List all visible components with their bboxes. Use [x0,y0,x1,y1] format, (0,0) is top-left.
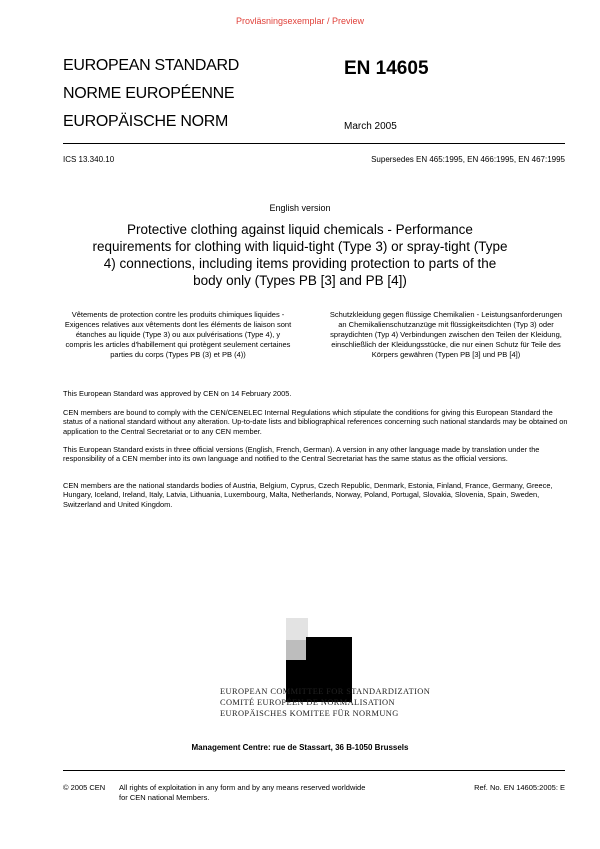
version-label: English version [269,203,331,213]
title-norme-europeenne: NORME EUROPÉENNE [63,85,235,102]
footer-copyright: © 2005 CEN [63,783,106,792]
members-paragraph: CEN members are the national standards bodies of Austria, Belgium, Cyprus, Czech Republic, Denmark, Estonia, Finland, France, Germany, Greece, Hungary, Iceland, Ireland, Italy, Latvia, Lithuania, Luxembourg, Malta, Netherlands, Norway, Poland, Portugal, Slovakia, Slovenia, Spain, Sweden, Switzerland and United Kingdom. [63,481,553,509]
title-europaeische-norm: EUROPÄISCHE NORM [63,113,228,130]
committee-name-en: EUROPEAN COMMITTEE FOR STANDARDIZATION [220,687,431,696]
publication-date: March 2005 [344,121,397,132]
management-centre: Management Centre: rue de Stassart, 36 B-1050 Brussels [191,743,409,752]
header-divider [63,143,565,144]
preview-banner: Provläsningsexemplar / Preview [235,16,365,26]
supersedes-note: Supersedes EN 465:1995, EN 466:1995, EN 467:1995 [371,155,565,164]
title-german: Schutzkleidung gegen flüssige Chemikalien - Leistungsanforderungen an Chemikalienschutzanzüge mit flüssigkeitsdichten (Typ 3) oder spraydichten (Typ 4) Verbindungen zwischen den Teilen der Kleidung, einschließlich der Kleidungsstücke, die nur einen Schutz für Teile des Körpers gewähren (Typen PB [3] und PB [4]) [329,310,563,359]
ics-code: ICS 13.340.10 [63,155,115,164]
title-french: Vêtements de protection contre les produits chimiques liquides - Exigences relatives aux vêtements dont les éléments de liaison sont étanches au liquide (Type 3) ou aux pulvérisations (Type 4), y compris les articles d'habillement qui protègent seulement certaines parties du corps (Types PB (3) et PB (4)) [64,310,292,359]
footer-rights: All rights of exploitation in any form and by any means reserved worldwide for CEN national Members. [119,783,366,802]
title-european-standard: EUROPEAN STANDARD [63,57,239,74]
title-english: Protective clothing against liquid chemicals - Performance requirements for clothing with liquid-tight (Type 3) or spray-tight (Type 4) connections, including items providing protection to parts of the body only (Types PB [3] and PB [4]) [92,222,508,288]
cen-logo-fragment [306,637,352,662]
approval-paragraph: This European Standard was approved by CEN on 14 February 2005. [63,389,292,398]
standard-number: EN 14605 [344,58,429,79]
cen-logo-fragment [286,640,308,662]
footer-divider [63,770,565,771]
committee-name-fr: COMITÉ EUROPÉEN DE NORMALISATION [220,698,395,707]
compliance-paragraph: CEN members are bound to comply with the CEN/CENELEC Internal Regulations which stipulate the conditions for giving this European Standard the status of a national standard without any alteration. Up-to-date lists and bibliographical references concerning such national standards may be obtained on application to the Central Secretariat or to any CEN member. [63,408,568,436]
footer-reference: Ref. No. EN 14605:2005: E [474,783,565,792]
cen-logo-fragment [286,618,308,640]
committee-name-de: EUROPÄISCHES KOMITEE FÜR NORMUNG [220,709,399,718]
versions-paragraph: This European Standard exists in three official versions (English, French, German). A version in any other language made by translation under the responsibility of a CEN member into its own language and notified to the Central Secretariat has the same status as the official versions. [63,445,540,464]
